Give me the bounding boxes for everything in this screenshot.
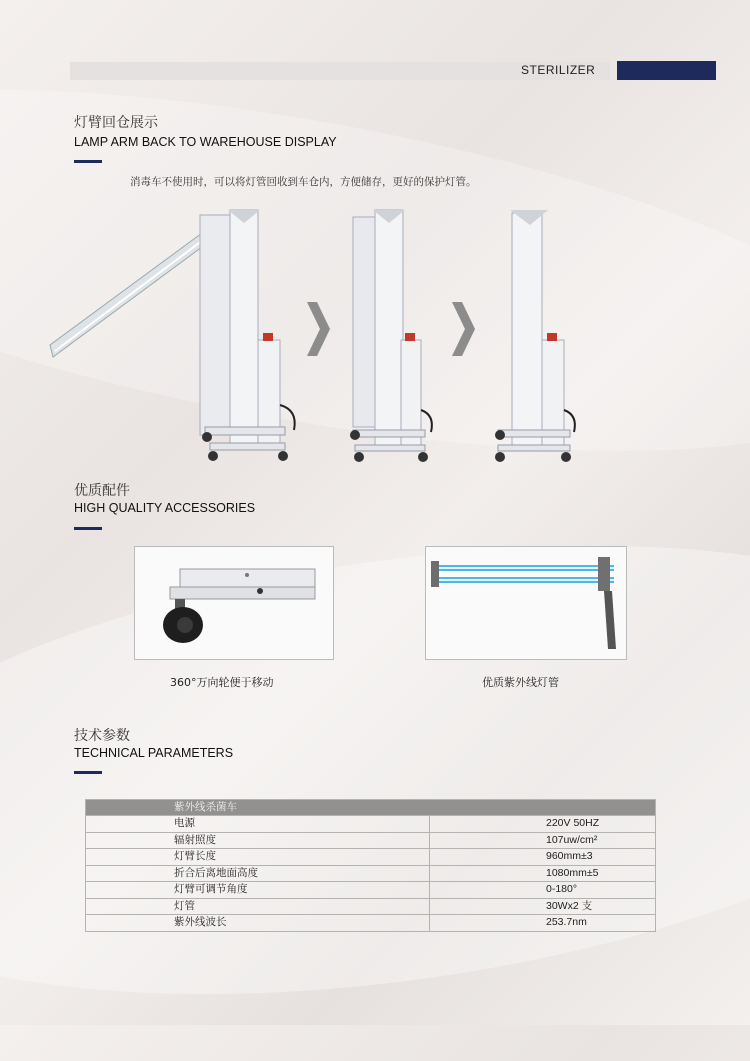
background-swoosh [0,479,750,1061]
param-key: 电源 [86,816,430,833]
table-header-cell: 紫外线杀菌车 [86,800,656,816]
accessories-title-cn: 优质配件 [74,483,130,499]
param-key: 紫外线波长 [86,915,430,932]
table-row [86,816,656,833]
accessories-title-underline [74,527,102,530]
caster-wheel-photo [134,546,334,660]
header-label: STERILIZER [521,63,596,77]
sterilizer-arm-stored-image [490,205,585,470]
sterilizer-arm-folding-image [345,205,440,470]
uv-lamp-photo [425,546,627,660]
table-header-row [86,800,656,816]
technical-title-cn: 技术参数 [74,728,130,744]
param-key: 灯臂长度 [86,849,430,866]
param-value: 1080mm±5 [430,865,656,882]
param-value: 30Wx2 支 [430,898,656,915]
param-value: 107uw/cm² [430,832,656,849]
table-row [86,865,656,882]
caster-wheel-caption: 360°万向轮便于移动 [170,676,274,689]
technical-title-underline [74,771,102,774]
table-row [86,898,656,915]
param-value: 220V 50HZ [430,816,656,833]
arrow-chevron-icon [450,300,476,358]
param-key: 折合后离地面高度 [86,865,430,882]
uv-lamp-caption: 优质紫外线灯管 [482,676,559,689]
display-title-underline [74,160,102,163]
table-row [86,849,656,866]
arrow-chevron-icon [305,300,331,358]
param-key: 辐射照度 [86,832,430,849]
display-description: 消毒车不使用时，可以将灯管回收到车仓内，方便储存，更好的保护灯管。 [130,176,477,188]
param-key: 灯管 [86,898,430,915]
param-key: 灯臂可调节角度 [86,882,430,899]
display-title-en: LAMP ARM BACK TO WAREHOUSE DISPLAY [74,135,337,149]
param-value: 960mm±3 [430,849,656,866]
header-accent-block [617,61,716,80]
param-value: 253.7nm [430,915,656,932]
param-value: 0-180° [430,882,656,899]
table-row [86,882,656,899]
sterilizer-arm-extended-image [45,205,305,470]
technical-title-en: TECHNICAL PARAMETERS [74,746,234,760]
table-row [86,915,656,932]
technical-parameters-table [85,799,656,932]
accessories-title-en: HIGH QUALITY ACCESSORIES [74,501,256,515]
display-title-cn: 灯臂回仓展示 [74,115,158,131]
table-row [86,832,656,849]
